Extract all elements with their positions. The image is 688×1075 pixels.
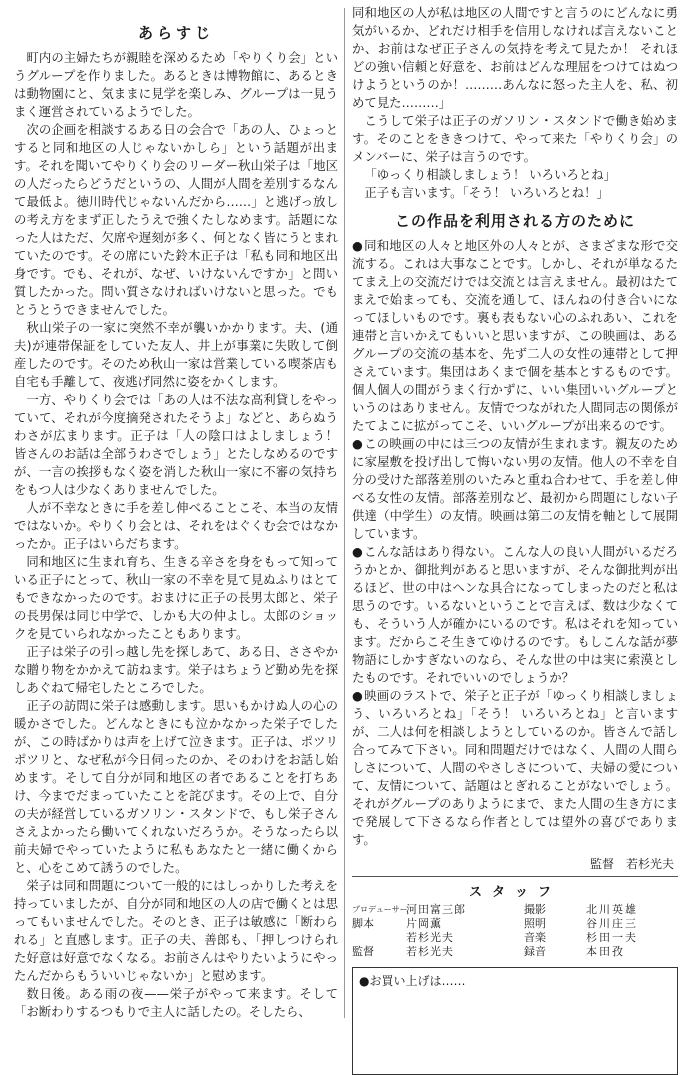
director-signature: 監督 若杉光夫 <box>589 857 674 871</box>
guide-bullet <box>352 237 678 435</box>
staff-row <box>352 945 678 959</box>
staff-person: 谷川庄三 <box>586 917 638 930</box>
staff-person: 本田孜 <box>586 945 625 958</box>
staff-role: 脚本 <box>352 917 374 930</box>
guide-bullet <box>352 435 678 543</box>
staff-row <box>352 903 678 917</box>
staff-role: 照明 <box>524 917 546 930</box>
synopsis-heading: あらすじ <box>137 24 214 42</box>
column-divider <box>344 8 345 1018</box>
staff-row <box>352 931 678 945</box>
synopsis-continuation: 同和地区の人が私は地区の人間ですと言うのにどんなに勇気がいるか、どれだけ相手を信用しなければ言えないことか、お前はなぜ正子さんの気持を考えて見たか！ それほどの強い信頼と好意を、お前はどんな理屈をつけてはぬつけようというのか！………あんなに怒った主人を、私、初めて見た………」 <box>352 5 678 110</box>
synopsis-paragraph: 正子も言います。「そう！ いろいろとね！」 <box>364 185 609 200</box>
synopsis-paragraph: 同和地区に生まれ育ち、生きる辛さを身をもって知っている正子にとって、秋山一家の不幸を見て見ぬふりはとてもできなかったのです。おまけに正子の長男太郎と、栄子の長男保は同じ中学で、しかも大の仲よし。太郎のショックを見ていられなかったこともあります。 <box>14 554 338 641</box>
staff-role: 音楽 <box>524 931 546 944</box>
guide-bullet <box>352 543 678 687</box>
bullet-icon: ● <box>352 238 363 253</box>
guide-bullet-text: 同和地区の人々と地区外の人々とが、さまざまな形で交流する。これは大事なことです。しかし、それが単なるたてまえ上の交流だけでは交流とは言えません。最初はたてまえで始まっても、交流を通して、ほんねの付き合いになってほしいものです。裏も表もない心のふれあい、これを連帯と言いかえてもいいと思いますが、この映画は、あるグループの交流の基本を、先ず二人の女性の連帯として押さえています。集団はあくまで個を基本とするものです。個人個人の間がうまく行かずに、いい集団いいグループというのはありません。友情でつながれた人間同志の関係がたてよこに拡がってこそ、いいグループが出来るのです。 <box>352 238 678 433</box>
guide-bullet <box>352 687 678 849</box>
staff-role: 監督 <box>352 945 374 958</box>
staff-person: 北川英雄 <box>586 903 638 916</box>
guide-heading: この作品を利用される方のために <box>394 212 635 230</box>
synopsis-paragraph: 一方、やりくり会では「あの人は不法な高利貸しをやっていて、それが今度摘発されたそうよ」などと、あらぬうわさが広まります。正子は「人の陰口はよしましょう！ 皆さんのお話は全部うわさでしょう」とたしなめるのですが、一言の挨拶もなく姿を消した秋山一家に不審の気持ちをもつ人は少なくありませんでした。 <box>14 392 338 497</box>
staff-person: 若杉光夫 <box>406 931 454 944</box>
synopsis-paragraph: 秋山栄子の一家に突然不幸が襲いかかります。夫、(通夫)が連帯保証をしていた友人、井上が事業に失敗して倒産したのです。そのため秋山一家は営業している喫茶店も自宅も手離して、夜逃げ同然に姿をかくします。 <box>14 320 338 389</box>
staff-role <box>352 931 406 945</box>
synopsis-paragraph: 数日後。ある雨の夜——栄子がやって来ます。そして「お断わりするつもりで主人に話したの。そしたら、 <box>14 986 338 1019</box>
guide-column <box>352 4 678 1075</box>
synopsis-paragraph: 正子の訪問に栄子は感動します。思いもかけぬ人の心の暖かさでした。どんなときにも泣かなかった栄子でしたが、この時ばかりは声を上げて泣きます。正子は、ポツリポツリと、なぜ私が今日伺ったのか、そのわけをお話し始めます。そして自分が同和地区の者であることを打ちあけ、今までだまっていたことを詫びます。その上で、自分の夫が経営しているガソリン・スタンドで、もし栄子さんさえよかったら働いてくれないだろうか。そうなったら以前夫婦でやっていたように私もあなたと一緒に働くからと、心をこめて誘うのでした。 <box>14 698 338 875</box>
staff-person: 片岡薫 <box>406 917 442 930</box>
synopsis-paragraph: 「ゆっくり相談しましょう！ いろいろとね」 <box>364 167 617 182</box>
staff-credits <box>352 876 678 959</box>
bullet-icon: ● <box>352 436 363 451</box>
staff-person: 杉田一夫 <box>586 931 638 944</box>
staff-person: 若杉光夫 <box>406 945 454 958</box>
synopsis-paragraph: 町内の主婦たちが親睦を深めるため「やりくり会」というグループを作りました。あるときは博物館に、あるときは動物園にと、気ままに見学を楽しみ、グループは一見うまく運営されているようでした。 <box>14 50 338 119</box>
guide-bullet-text: 映画のラストで、栄子と正子が「ゆっくり相談しましょう、いろいろとね」「そう！ いろいろとね」と言いますが、二人は何を相談しようとしているのか。皆さんで話し合ってみて下さい。同和問題だけではなく、人間の人間らしさについて、人間のやさしさについて、夫婦の愛について、友情について、話題はとぎれることがないでしょう。それがグループのありようにまで、また人間の生き方にまで発展して下さるなら作者としては望外の喜びであります。 <box>352 688 678 847</box>
guide-bullet-text: この映画の中には三つの友情が生まれます。親友のために家屋敷を投げ出して悔いない男の友情。他人の不幸を自分の受けた部落差別のいたみと重ね合わせて、手を差し伸べる女性の友情。部落差別など、最初から問題にしない子供達（中学生）の友情。映画は第二の友情を軸として展開しています。 <box>352 436 678 541</box>
staff-role: プロデューサー <box>352 905 408 914</box>
synopsis-paragraph: 栄子は同和問題について一般的にはしっかりした考えを持っていましたが、自分が同和地区の人の店で働くとは思ってもいませんでした。そのとき、正子は敏感に「断わられる」と直感します。正子の夫、善郎も、「押しつけられた好意は好意でなくなる。お前さんはやりたいようにやったんだからもういいじゃないか」と慰めます。 <box>14 878 338 983</box>
synopsis-paragraph: こうして栄子は正子のガソリン・スタンドで働き始めます。そのことをききつけて、やって来た「やりくり会」のメンバーに、栄子は言うのです。 <box>352 113 678 164</box>
purchase-box <box>352 967 678 1075</box>
staff-title: スタッフ <box>468 885 561 900</box>
synopsis-paragraph: 次の企画を相談するある日の会合で「あの人、ひょっとすると同和地区の人じゃないかしら」という話題が出ます。それを聞いてやりくり会のリーダー秋山栄子は「地区の人だったらどうだというの、人間が人間を差別するなんて最低よ。徳川時代じゃないんだから……」と逃げっ放しの考え方をまず正したうえで強くたしなめます。話題になった人はただ、欠席や遅刻が多く、何となく皆にうとまれていたのです。その席にいた鈴木正子は「私も同和地区出身です。でも、それが、なぜ、いけないんですか」と問い質したかった。問い質さなければいけないと思った。でもとうとうできませんでした。 <box>14 122 338 317</box>
staff-person: 河田富三郎 <box>406 903 466 916</box>
bullet-icon: ● <box>352 544 363 559</box>
synopsis-column <box>14 22 338 1021</box>
staff-role: 録音 <box>524 945 546 958</box>
bullet-icon: ● <box>352 688 363 703</box>
staff-role: 撮影 <box>524 903 546 916</box>
synopsis-paragraph: 人が不幸なときに手を差し伸べることこそ、本当の友情ではないか。やりくり会とは、それをはぐくむ会ではなかったか。正子はいらだちます。 <box>14 500 338 551</box>
guide-bullet-text: こんな話はあり得ない。こんな人の良い人間がいるだろうかとか、御批判があると思いますが、そんな御批判が出るほど、世の中はヘンな具合になってしまったのだと私は思うのです。いるないということで言えば、数は少なくても、そういう人が確かにいるのです。私はそれを知っています。だからこそ生きてゆけるのです。もしこんな話が夢物語にしかすぎないのなら、そんな世の中は実に索漠としたものです。それでいいのでしょうか？ <box>352 544 678 685</box>
synopsis-paragraph: 正子は栄子の引っ越し先を探しあて、ある日、ささやかな贈り物をかかえて訪ねます。栄子はちょうど勤め先を探しあぐねて帰宅したところでした。 <box>14 644 338 695</box>
staff-row <box>352 917 678 931</box>
purchase-label: ●お買い上げは…… <box>359 974 466 988</box>
